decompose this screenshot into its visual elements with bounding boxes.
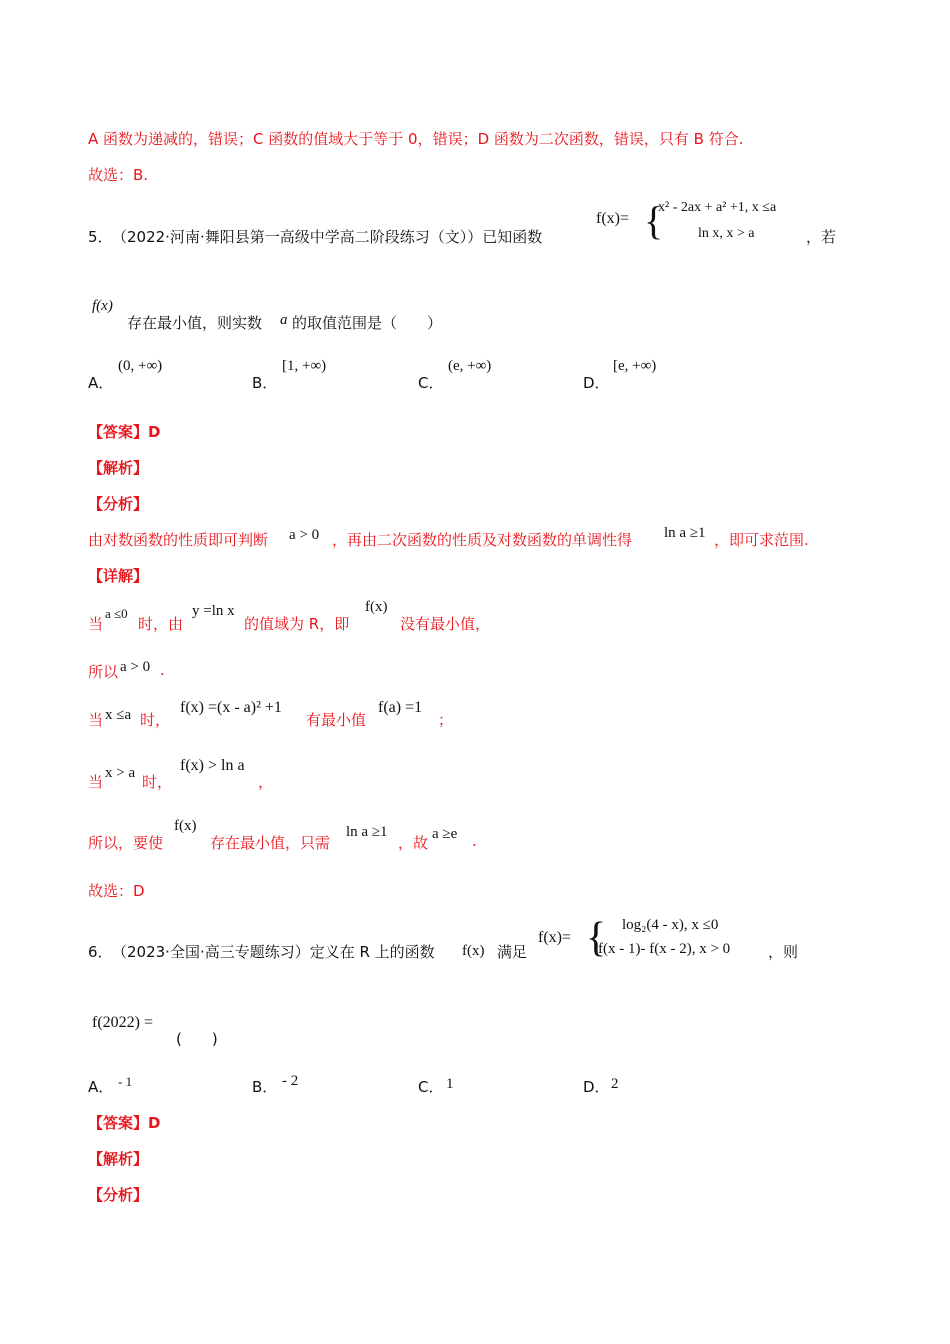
q5-d1-c: 的值域为 R，即 <box>244 615 350 633</box>
q6-fx: f(x)= <box>538 929 572 946</box>
q5-option-d-value[interactable]: [e, +∞) <box>613 358 657 374</box>
q5-line2-text2: 的取值范围是（ ） <box>292 314 443 332</box>
q5-d1-b: 时，由 <box>138 615 184 633</box>
q5-d4-c: ， <box>258 773 274 791</box>
q5-d5-a: 所以，要使 <box>88 834 164 852</box>
q5-d5-m1: f(x) <box>174 818 197 834</box>
q5-fenxi-text2: ，再由二次函数的性质及对数函数的单调性得 <box>332 531 633 549</box>
q5-d3-m1: x ≤a <box>105 707 132 723</box>
q6-fx-small: f(x) <box>462 943 485 959</box>
q5-case1: x² - 2ax + a² +1, x ≤a <box>658 200 777 215</box>
q5-conclusion: 故选：D <box>88 882 145 900</box>
q6-jiexi: 【解析】 <box>88 1150 149 1168</box>
q6-answer: 【答案】D <box>88 1114 161 1132</box>
q5-line2-a: a <box>280 312 288 328</box>
q5-d4-b: 时， <box>142 773 173 791</box>
q5-tail: ，若 <box>806 228 837 246</box>
q5-d1-a: 当 <box>88 615 104 633</box>
q5-number: 5． <box>88 228 113 246</box>
q5-option-c-value[interactable]: (e, +∞) <box>448 358 492 374</box>
q5-case2: ln x, x > a <box>698 226 755 241</box>
q6-option-c-label[interactable]: C． <box>418 1078 444 1096</box>
q5-d3-b: 时， <box>140 711 171 729</box>
q5-d2-m: a > 0 <box>120 659 151 675</box>
q5-line2-text: 存在最小值，则实数 <box>127 314 263 332</box>
q5-fx: f(x)= <box>596 210 630 227</box>
q6-option-b-label[interactable]: B． <box>252 1078 278 1096</box>
q5-fenxi-text1: 由对数函数的性质即可判断 <box>88 531 269 549</box>
q5-d5-m2: ln a ≥1 <box>346 824 388 840</box>
q5-d1-m3: f(x) <box>365 599 388 615</box>
q5-xiangjie: 【详解】 <box>88 567 149 585</box>
q6-number: 6． <box>88 943 113 961</box>
q5-d3-m3: f(a) =1 <box>378 699 423 716</box>
q5-d3-d: ； <box>438 711 454 729</box>
q5-option-d-label[interactable]: D． <box>583 374 610 392</box>
q6-tail: ，则 <box>768 943 799 961</box>
q5-fenxi-text3: ，即可求范围. <box>714 531 809 549</box>
q6-case2: f(x - 1)- f(x - 2), x > 0 <box>598 941 731 957</box>
q5-d1-m2: y =ln x <box>192 603 235 619</box>
q5-d4-m1: x > a <box>105 765 136 781</box>
q5-option-a-value[interactable]: (0, +∞) <box>118 358 163 374</box>
q5-d5-m3: a ≥e <box>432 826 458 842</box>
q6-satisfy: 满足 <box>497 943 528 961</box>
q5-d5-c: ，故 <box>398 834 429 852</box>
q6-line2-m: f(2022) = <box>92 1014 154 1031</box>
q5-d2-b: . <box>160 661 165 679</box>
q5-d3-a: 当 <box>88 711 104 729</box>
q5-line2-fx: f(x) <box>92 298 113 314</box>
q6-option-d-value[interactable]: 2 <box>611 1076 619 1092</box>
q5-fenxi: 【分析】 <box>88 495 149 513</box>
q6-option-a-label[interactable]: A． <box>88 1078 114 1096</box>
q5-d4-m2: f(x) > ln a <box>180 757 245 774</box>
q6-case1: log₂(4 - x), x ≤0 <box>622 917 719 933</box>
q5-source: （2022·河南·舞阳县第一高级中学高二阶段练习（文））已知函数 <box>112 228 543 246</box>
q5-jiexi: 【解析】 <box>88 459 149 477</box>
q5-option-b-label[interactable]: B． <box>252 374 278 392</box>
q6-brace: { <box>586 915 607 961</box>
q5-d1-m1: a ≤0 <box>105 606 128 621</box>
q6-source: （2023·全国·高三专题练习）定义在 R 上的函数 <box>112 943 435 961</box>
q5-option-b-value[interactable]: [1, +∞) <box>282 358 327 374</box>
q5-brace: { <box>644 198 664 243</box>
q6-option-b-value[interactable]: - 2 <box>282 1073 299 1089</box>
q6-option-a-value[interactable]: - 1 <box>118 1074 133 1089</box>
q5-d1-d: 没有最小值， <box>400 615 491 633</box>
q5-d2-a: 所以 <box>88 663 119 681</box>
q5-d3-c: 有最小值 <box>306 711 367 729</box>
q6-option-c-value[interactable]: 1 <box>446 1076 454 1092</box>
q5-d3-m2: f(x) =(x - a)² +1 <box>180 699 282 716</box>
q5-d5-d: . <box>472 832 477 850</box>
q5-option-a-label[interactable]: A． <box>88 374 114 392</box>
q5-option-c-label[interactable]: C． <box>418 374 444 392</box>
q6-fenxi: 【分析】 <box>88 1186 149 1204</box>
prev-explanation-line: A 函数为递减的，错误；C 函数的值域大于等于 0，错误；D 函数为二次函数，错误，只有 B 符合. <box>88 130 744 148</box>
q5-answer: 【答案】D <box>88 423 161 441</box>
q5-fenxi-m1: a > 0 <box>289 527 320 543</box>
q6-line2-text: ( ) <box>176 1030 218 1048</box>
q5-fenxi-m2: ln a ≥1 <box>664 525 706 541</box>
q5-d4-a: 当 <box>88 773 104 791</box>
q5-d5-b: 存在最小值，只需 <box>210 834 331 852</box>
prev-conclusion: 故选：B. <box>88 166 149 184</box>
q6-option-d-label[interactable]: D． <box>583 1078 610 1096</box>
